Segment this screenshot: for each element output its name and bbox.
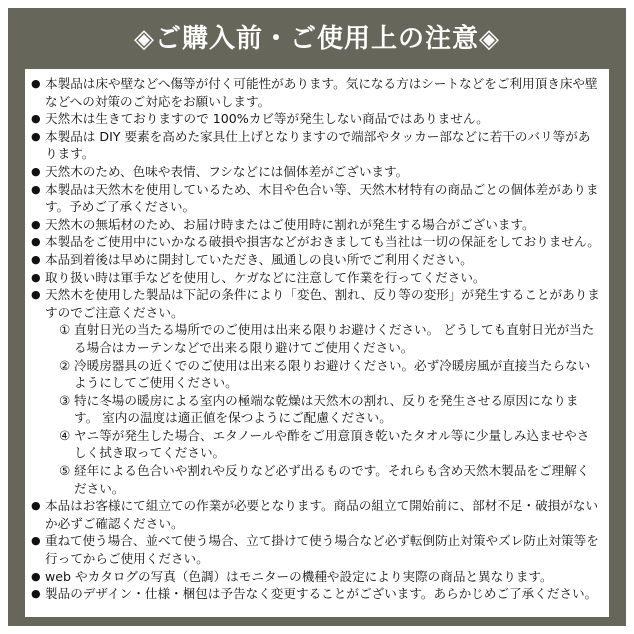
notice-title — [8, 8, 626, 70]
note-item: ● 本製品は DIY 要素を高めた家具仕上げとなりますので端部やタッカー部などに若干のバリ等があります。 — [31, 128, 591, 162]
bullet-icon: ● — [31, 182, 41, 196]
note-item: ● web やカタログの写真（色調）はモニターの機種や設定により実際の商品と異なります。 — [31, 568, 553, 584]
note-item: ● 製品のデザイン・仕様・梱包は予告なく変更することがございます。あらかじめご了承ください。 — [31, 586, 598, 602]
bullet-icon: ● — [31, 235, 41, 249]
note-item: ● 天然木のため、色味や表情、フシなどには個体差がございます。 — [31, 163, 409, 179]
bullet-icon: ● — [31, 534, 41, 548]
note-item: ● 本製品は床や壁などへ傷等が付く可能性があります。気になる方はシートなどをご利用頂き床や壁などへの対策のご対応をお願いします。 — [31, 76, 598, 109]
title-text: ご購入前・ご使用上の注意 — [154, 24, 479, 54]
note-item: ● 重ねて使う場合、並べて使う場合、立て掛けて使う場合など必ず転倒防止対策やズレ防止対策等を行ってからご使用ください。 — [31, 533, 599, 567]
note-item: ● 天然木を使用した製品は下記の条件により「変色、割れ、反り等の変形」が発生することがありますのでご注意ください。 — [31, 287, 600, 320]
notice-frame — [8, 8, 626, 626]
bullet-icon: ● — [31, 270, 41, 284]
bullet-icon: ● — [31, 164, 41, 178]
condition-number: ① — [59, 322, 71, 338]
note-item: ● 天然木は生きておりますので 100%カビ等が発生しない商品ではありません。 — [31, 111, 489, 127]
condition-item: ④ ヤニ等が発生した場合、エタノールや酢をご用意頂き乾いたタオル等に少量しみ込ませやさしく拭き取ってください。 — [59, 427, 590, 461]
condition-number: ② — [59, 357, 71, 373]
bullet-icon: ● — [31, 217, 41, 231]
condition-number: ④ — [59, 427, 71, 443]
bullet-icon: ● — [31, 77, 41, 90]
bullet-icon: ● — [31, 129, 41, 143]
condition-number: ③ — [59, 392, 71, 408]
notes-list — [31, 75, 601, 603]
bullet-icon: ● — [31, 569, 41, 583]
condition-item: ② 冷暖房器具の近くでのご使用は出来る限りお避けください。必ず冷暖房風が直接当たらないようにしてご使用ください。 — [59, 357, 591, 391]
note-item: ● 本品到着後は早めに開封していただき、風通しの良い所でご利用ください。 — [31, 251, 473, 267]
bullet-icon: ● — [31, 288, 41, 302]
note-item: ● 本製品をご使用中にいかなる破損や損害などがおきましても当社は一切の保証をしておりません。 — [31, 234, 600, 250]
diamond-right-icon: ◈ — [479, 24, 500, 54]
condition-item: ③ 特に冬場の暖房による室内の極端な乾燥は天然木の割れ、反りを発生させる原因になります。 室内の温度は適正値を保つようにご配慮ください。 — [59, 392, 579, 426]
diamond-left-icon: ◈ — [133, 24, 155, 54]
note-item: ● 天然木の無垢材のため、お届け時またはご使用時に割れが発生する場合がございます。 — [31, 216, 535, 232]
bullet-icon: ● — [31, 252, 41, 266]
note-item: ● 本製品は天然木を使用しているため、木目や色合い等、天然木材特有の商品ごとの個体差があります。予めご了承ください。 — [31, 181, 599, 215]
bullet-icon: ● — [31, 587, 41, 601]
condition-item: ⑤ 経年による色合いや割れや反りなど必ず出るものです。それらも含め天然木製品をご理解ください。 — [59, 463, 590, 496]
bullet-icon: ● — [31, 499, 41, 513]
notice-panel — [25, 69, 609, 617]
note-item: ● 本品はお客様にて組立ての作業が必要となります。商品の組立て開始前に、部材不足・破損がないか必ずご確認ください。 — [31, 498, 599, 531]
note-item: ● 取り扱い時は軍手などを使用し、ケガなどに注意して作業を行ってください。 — [31, 269, 486, 285]
condition-number: ⑤ — [59, 463, 71, 479]
condition-item: ① 直射日光の当たる場所でのご使用は出来る限りお避けください。 どうしても直射日光が当たる場合はカーテンなどで出来る限り避けてご使用ください。 — [59, 322, 595, 355]
bullet-icon: ● — [31, 112, 41, 126]
